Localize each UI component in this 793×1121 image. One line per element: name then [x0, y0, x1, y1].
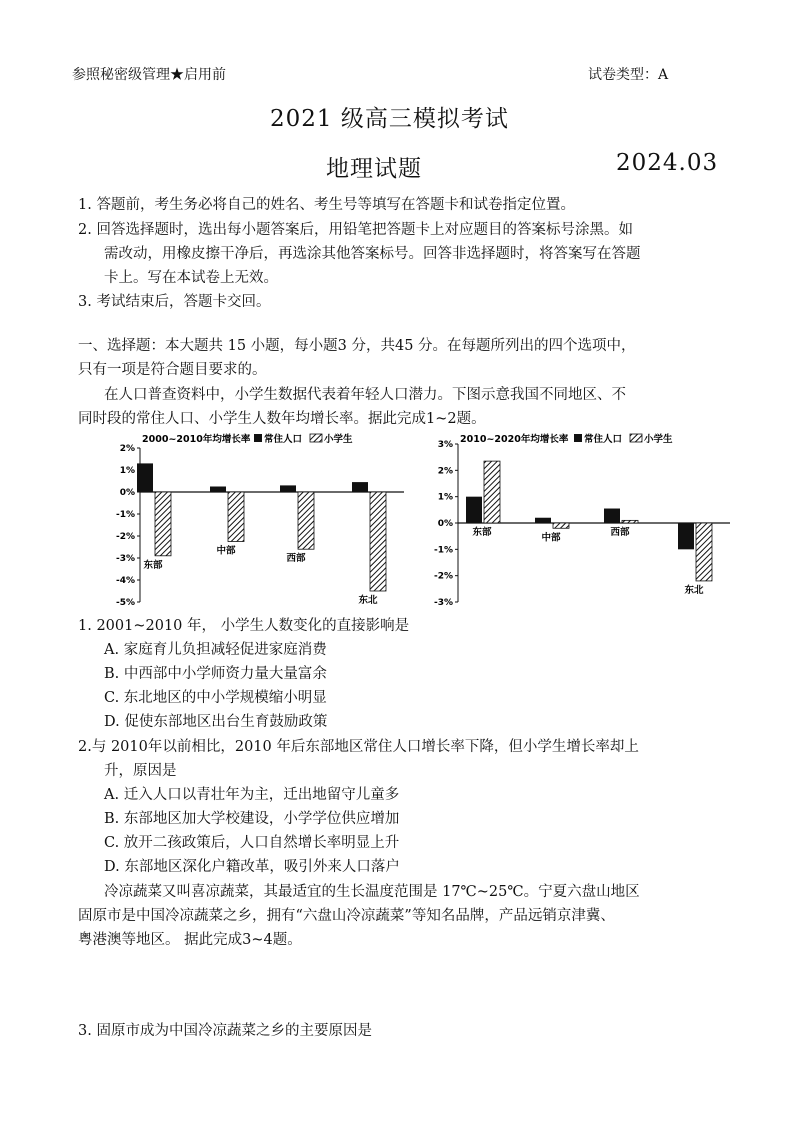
question-2-option-a: A. 迁入人口以青壮年为主，迁出地留守儿童多 — [104, 787, 400, 803]
question-2-stem-cont: 升，原因是 — [104, 763, 177, 779]
section-heading-cont: 只有一项是符合题目要求的。 — [78, 362, 267, 378]
bar-pupil-2 — [553, 523, 569, 528]
bar-pupil-1 — [155, 492, 171, 556]
legend-swatch-resident — [574, 434, 582, 442]
question-1-option-b: B. 中西部中小学师资力量大量富余 — [104, 666, 327, 682]
y-tick-label: 3% — [437, 440, 453, 450]
y-tick-label: 0% — [437, 519, 453, 529]
question-2-option-d: D. 东部地区深化户籍改革，吸引外来人口落户 — [104, 859, 400, 875]
y-tick-label: 2% — [119, 444, 135, 454]
bar-resident-2 — [210, 487, 226, 493]
y-tick-label: -1% — [115, 510, 135, 520]
chart-2000-2010 — [108, 432, 408, 608]
question-1-option-c: C. 东北地区的中小学规模缩小明显 — [104, 690, 327, 706]
note-2-cont-1: 需改动，用橡皮擦干净后，再选涂其他答案标号。回答非选择题时，将答案写在答题 — [104, 246, 641, 262]
passage-1-line-2: 同时段的常住人口、小学生人数年均增长率。据此完成1~2题。 — [78, 411, 486, 427]
question-1-option-a: A. 家庭育儿负担减轻促进家庭消费 — [104, 642, 327, 658]
category-label: 中部 — [216, 545, 236, 557]
y-tick-label: -2% — [433, 571, 453, 582]
note-3: 3. 考试结束后，答题卡交回。 — [78, 294, 271, 310]
section-heading: 一、选择题：本大题共 15 小题，每小题3 分，共45 分。在每题所列出的四个选项中， — [78, 338, 636, 354]
chart-2010-2020 — [424, 432, 734, 608]
y-tick-label: -3% — [433, 598, 453, 608]
legend-swatch-pupil — [310, 434, 322, 442]
bar-resident-3 — [604, 509, 620, 523]
question-2-option-c: C. 放开二孩政策后，人口自然增长率明显上升 — [104, 835, 400, 851]
y-tick-label: 1% — [119, 466, 135, 476]
legend-pupil: 小学生 — [324, 434, 353, 445]
chart-title: 2010~2020年均增长率 — [460, 434, 569, 445]
legend-resident: 常住人口 — [264, 434, 303, 445]
bar-pupil-3 — [622, 520, 638, 523]
legend-swatch-resident — [254, 434, 262, 442]
bar-pupil-4 — [696, 523, 712, 581]
exam-date: 2024.03 — [616, 150, 719, 176]
exam-title: 2021 级高三模拟考试 — [270, 106, 509, 132]
category-label: 东北 — [684, 584, 704, 596]
y-tick-label: 1% — [437, 492, 453, 503]
note-1: 1. 答题前，考生务必将自己的姓名、考生号等填写在答题卡和试卷指定位置。 — [78, 197, 575, 213]
legend-resident: 常住人口 — [584, 434, 623, 445]
category-label: 东北 — [358, 595, 378, 606]
category-label: 中部 — [541, 532, 561, 544]
bar-resident-4 — [352, 482, 368, 492]
paper-type-label: 试卷类型：A — [588, 67, 669, 83]
question-2-stem: 2.与 2010年以前相比，2010 年后东部地区常住人口增长率下降，但小学生增长率却上 — [78, 739, 639, 755]
confidentiality-label: 参照秘密级管理★启用前 — [72, 67, 226, 83]
y-tick-label: 2% — [437, 466, 453, 477]
category-label: 东部 — [143, 559, 163, 571]
subject-title: 地理试题 — [326, 156, 422, 182]
y-tick-label: -4% — [115, 576, 135, 586]
passage-2-line-3: 粤港澳等地区。 据此完成3~4题。 — [78, 932, 302, 948]
category-label: 东部 — [472, 527, 492, 538]
y-tick-label: -2% — [115, 532, 135, 542]
bar-resident-1 — [137, 463, 153, 492]
question-2-option-b: B. 东部地区加大学校建设，小学学位供应增加 — [104, 811, 400, 827]
y-tick-label: 0% — [119, 488, 135, 498]
note-2: 2. 回答选择题时，选出每小题答案后，用铅笔把答题卡上对应题目的答案标号涂黑。如 — [78, 222, 633, 238]
question-3-stem: 3. 固原市成为中国冷凉蔬菜之乡的主要原因是 — [78, 1023, 372, 1039]
bar-resident-1 — [466, 497, 482, 523]
chart-title: 2000~2010年均增长率 — [142, 434, 251, 445]
question-1-stem: 1. 2001~2010 年， 小学生人数变化的直接影响是 — [78, 618, 410, 634]
category-label: 西部 — [286, 553, 306, 565]
category-label: 西部 — [610, 527, 630, 538]
y-tick-label: -5% — [115, 598, 135, 608]
y-tick-label: -3% — [115, 554, 135, 564]
bar-pupil-3 — [298, 492, 314, 549]
y-tick-label: -1% — [433, 545, 453, 556]
legend-pupil: 小学生 — [644, 434, 673, 445]
note-2-cont-2: 卡上。写在本试卷上无效。 — [104, 270, 278, 286]
bar-pupil-4 — [370, 492, 386, 591]
legend-swatch-pupil — [630, 434, 642, 442]
bar-resident-4 — [678, 523, 694, 549]
passage-2-line-2: 固原市是中国冷凉蔬菜之乡，拥有“六盘山冷凉蔬菜”等知名品牌，产品远销京津冀、 — [78, 908, 615, 924]
bar-resident-3 — [280, 485, 296, 492]
question-1-option-d: D. 促使东部地区出台生育鼓励政策 — [104, 714, 328, 730]
bar-pupil-1 — [484, 461, 500, 523]
passage-1-line-1: 在人口普查资料中，小学生数据代表着年轻人口潜力。下图示意我国不同地区、不 — [104, 387, 626, 403]
bar-resident-2 — [535, 518, 551, 523]
passage-2-line-1: 冷凉蔬菜又叫喜凉蔬菜，其最适宜的生长温度范围是 17℃~25℃。宁夏六盘山地区 — [104, 884, 640, 900]
bar-pupil-2 — [228, 492, 244, 542]
